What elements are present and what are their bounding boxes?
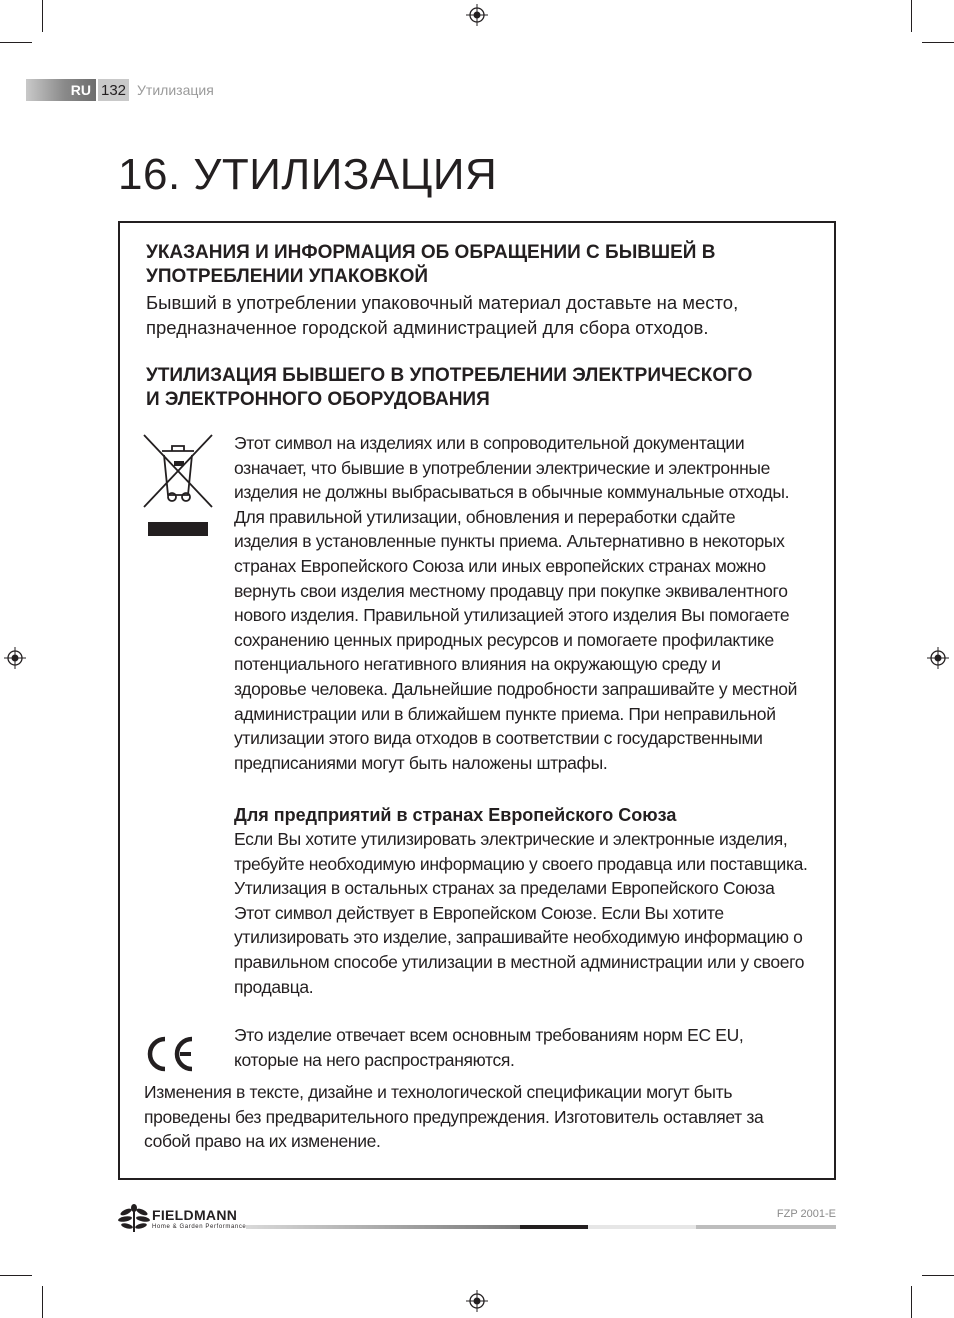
- text-line: предписаниями могут быть наложены штрафы.: [234, 752, 608, 773]
- text-line: означает, что бывшие в употреблении электрические и электронные: [234, 457, 771, 478]
- text-line: Этот символ на изделиях или в сопроводительной документации: [234, 433, 745, 453]
- fern-icon: [118, 1204, 150, 1232]
- changes-text: [144, 1080, 763, 1154]
- text-line: Этот символ действует в Европейском Союзе. Если Вы хотите: [234, 902, 724, 923]
- crop-mark: [911, 0, 912, 32]
- text-line: утилизировать это изделие, запрашивайте необходимую информацию о: [234, 927, 803, 948]
- footer-line: [520, 1225, 588, 1229]
- registration-mark-icon: [927, 647, 949, 669]
- registration-mark-icon: [4, 647, 26, 669]
- footer-line: [696, 1225, 836, 1229]
- crop-mark: [922, 42, 954, 43]
- text-line: Если Вы хотите утилизировать электрические и электронные изделия,: [234, 829, 788, 849]
- language-label: RU: [26, 79, 96, 101]
- crop-mark: [0, 42, 32, 43]
- text-line: Бывший в употреблении упаковочный материал доставьте на место,: [146, 292, 739, 313]
- text-line: здоровье человека. Дальнейшие подробности запрашивайте у местной: [234, 678, 798, 699]
- heading-line: УТИЛИЗАЦИЯ БЫВШЕГО В УПОТРЕБЛЕНИИ ЭЛЕКТРИЧЕСКОГО: [146, 365, 753, 386]
- crop-mark: [42, 1286, 43, 1318]
- text-line: вернуть свои изделия местному продавцу при покупке эквивалентного: [234, 580, 788, 601]
- packaging-heading: [146, 241, 715, 289]
- page-number: 132: [98, 79, 129, 101]
- heading-line: УПОТРЕБЛЕНИИ УПАКОВКОЙ: [146, 266, 429, 287]
- model-number: FZP 2001-E: [776, 1208, 836, 1220]
- text-line: правильном способе утилизации в местной администрации или у своего: [234, 951, 805, 972]
- eu-business-text: [234, 827, 808, 999]
- text-line: Это изделие отвечает всем основным требованиям норм ЕС EU,: [234, 1025, 744, 1045]
- text-line: изделия не должны выбрасываться в обычные коммунальные отходы.: [234, 482, 790, 503]
- page-header: [26, 79, 214, 101]
- content-box: [118, 221, 836, 1180]
- text-line: собой право на их изменение.: [144, 1131, 381, 1152]
- registration-mark-icon: [466, 4, 488, 26]
- packaging-text: [146, 290, 826, 340]
- crop-mark: [0, 1275, 32, 1276]
- text-line: проведены без предварительного предупреждения. Изготовитель оставляет за: [144, 1106, 764, 1127]
- text-line: предназначенное городской администрацией для сбора отходов.: [146, 317, 709, 338]
- text-line: Изменения в тексте, дизайне и технологической спецификации могут быть: [144, 1082, 733, 1102]
- text-line: продавца.: [234, 976, 314, 997]
- ce-mark-icon: [144, 1035, 196, 1073]
- brand-name: FIELDMANN: [152, 1207, 238, 1223]
- crop-mark: [922, 1275, 954, 1276]
- registration-mark-icon: [466, 1290, 488, 1312]
- weee-text: [234, 431, 797, 775]
- heading-line: И ЭЛЕКТРОННОГО ОБОРУДОВАНИЯ: [146, 389, 490, 410]
- text-line: администрации или в ближайшем пункте приема. При неправильной: [234, 703, 776, 724]
- text-line: изделия в установленные пункты приема. Альтернативно в некоторых: [234, 531, 785, 552]
- footer-line: [588, 1225, 696, 1229]
- crop-mark: [911, 1286, 912, 1318]
- ce-text: [234, 1023, 743, 1072]
- brand-tagline: Home & Garden Performance: [152, 1224, 247, 1230]
- text-line: Утилизация в остальных странах за пределами Европейского Союза: [234, 878, 775, 899]
- footer-line: [246, 1225, 520, 1229]
- section-label: Утилизация: [137, 82, 214, 98]
- text-line: сохранению ценных природных ресурсов и помогаете профилактике: [234, 629, 774, 650]
- crop-mark: [42, 0, 43, 32]
- text-line: Для правильной утилизации, обновления и переработки сдайте: [234, 506, 736, 527]
- heading-line: УКАЗАНИЯ И ИНФОРМАЦИЯ ОБ ОБРАЩЕНИИ С БЫВШЕЙ В: [146, 242, 716, 263]
- text-line: утилизации этого вида отходов в соответствии с государственными: [234, 728, 763, 749]
- text-line: нового изделия. Правильной утилизацией этого изделия Вы помогаете: [234, 605, 790, 626]
- text-line: которые на него распространяются.: [234, 1049, 515, 1070]
- eu-business-heading: Для предприятий в странах Европейского Союза: [234, 805, 677, 825]
- text-line: требуйте необходимую информацию у своего продавца или поставщика.: [234, 853, 808, 874]
- text-line: потенциального негативного влияния на окружающую среду и: [234, 654, 721, 675]
- weee-heading: [146, 364, 752, 412]
- text-line: странах Европейского Союза или иных европейских странах можно: [234, 555, 766, 576]
- crossed-out-bin-icon: [142, 433, 214, 541]
- page-title: 16. УТИЛИЗАЦИЯ: [118, 150, 498, 199]
